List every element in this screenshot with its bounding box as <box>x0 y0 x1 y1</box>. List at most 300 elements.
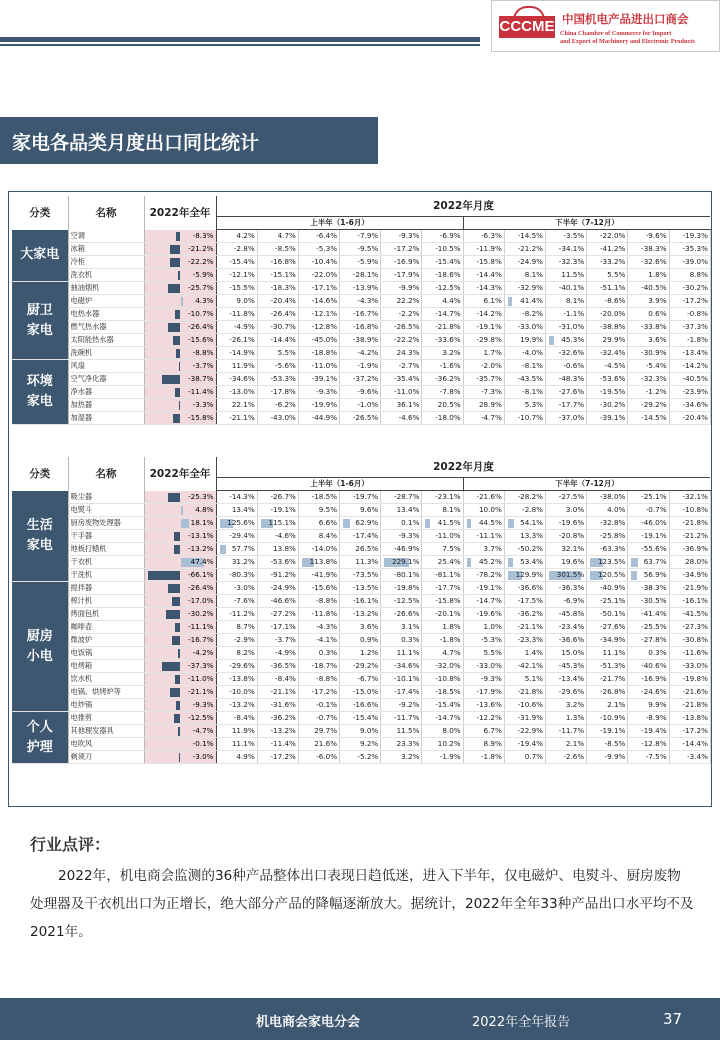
monthly-value: -21.8% <box>504 686 545 699</box>
monthly-value: -7.6% <box>216 595 257 608</box>
monthly-value: -13.0% <box>216 386 257 399</box>
product-name: 电饭锅 <box>68 647 144 660</box>
monthly-value: -12.5% <box>381 595 422 608</box>
monthly-value: 3.0% <box>546 504 587 517</box>
monthly-value: -21.2% <box>504 243 545 256</box>
monthly-value: 3.6% <box>340 621 381 634</box>
monthly-value: -29.2% <box>340 660 381 673</box>
product-name: 电烤箱 <box>68 660 144 673</box>
monthly-value: -4.6% <box>381 412 422 425</box>
monthly-value: -35.3% <box>669 243 710 256</box>
monthly-value: -32.6% <box>546 347 587 360</box>
monthly-value: 26.5% <box>340 543 381 556</box>
monthly-value: 9.5% <box>298 504 339 517</box>
monthly-value: 19.6% <box>546 556 587 569</box>
monthly-value: -26.1% <box>216 334 257 347</box>
monthly-value: -13.4% <box>669 347 710 360</box>
monthly-value: -27.8% <box>628 634 669 647</box>
monthly-value: 45.3% <box>546 334 587 347</box>
full-year-value: -8.8% <box>144 347 216 360</box>
monthly-value: 0.3% <box>628 647 669 660</box>
monthly-value: -17.7% <box>546 399 587 412</box>
monthly-value: -14.3% <box>216 491 257 504</box>
monthly-value: -3.0% <box>216 582 257 595</box>
monthly-value: -14.7% <box>422 308 463 321</box>
monthly-value: -53.3% <box>257 373 298 386</box>
monthly-value: -30.2% <box>669 282 710 295</box>
full-year-value: -4.7% <box>144 725 216 738</box>
monthly-value: -41.9% <box>298 569 339 582</box>
monthly-value: 3.2% <box>546 699 587 712</box>
monthly-value: 5.5% <box>587 269 628 282</box>
monthly-value: -19.7% <box>340 491 381 504</box>
monthly-value: -14.6% <box>298 295 339 308</box>
product-name: 电炒锅 <box>68 699 144 712</box>
monthly-value: 29.7% <box>298 725 339 738</box>
monthly-value: -10.9% <box>587 712 628 725</box>
monthly-value: -11.8% <box>298 608 339 621</box>
monthly-value: -34.6% <box>669 399 710 412</box>
monthly-value: -35.7% <box>463 373 504 386</box>
monthly-value: 3.7% <box>463 543 504 556</box>
monthly-value: -27.3% <box>669 621 710 634</box>
monthly-value: -23.4% <box>546 621 587 634</box>
monthly-value: -38.8% <box>587 321 628 334</box>
monthly-value: -11.8% <box>216 308 257 321</box>
category-cell: 生活 家电 <box>12 491 68 582</box>
monthly-value: -37.3% <box>669 321 710 334</box>
logo-en-line2: and Export of Machinery and Electronic Products <box>560 38 695 45</box>
monthly-value: 115.1% <box>257 517 298 530</box>
monthly-value: 229.1% <box>381 556 422 569</box>
table-row <box>12 686 710 699</box>
monthly-value: -13.5% <box>340 582 381 595</box>
monthly-value: -29.2% <box>628 399 669 412</box>
monthly-value: 31.2% <box>216 556 257 569</box>
full-year-value: -17.0% <box>144 595 216 608</box>
monthly-value: -45.8% <box>546 608 587 621</box>
monthly-value: -8.1% <box>504 386 545 399</box>
monthly-value: -5.2% <box>340 751 381 764</box>
monthly-value: -29.8% <box>463 334 504 347</box>
monthly-value: -1.0% <box>340 399 381 412</box>
full-year-value: -11.0% <box>144 673 216 686</box>
monthly-value: -25.8% <box>587 530 628 543</box>
monthly-value: -26.5% <box>381 321 422 334</box>
monthly-value: 0.7% <box>504 751 545 764</box>
monthly-value: 22.1% <box>216 399 257 412</box>
monthly-value: -32.8% <box>587 517 628 530</box>
header-cat: 分类 <box>12 457 68 491</box>
table-row <box>12 712 710 725</box>
footer-center: 2022年全年报告 <box>472 1015 571 1030</box>
monthly-value: -17.5% <box>504 595 545 608</box>
monthly-value: 123.5% <box>587 556 628 569</box>
product-name: 净水器 <box>68 386 144 399</box>
monthly-value: 41.5% <box>422 517 463 530</box>
monthly-value: -30.2% <box>587 399 628 412</box>
full-year-value: -15.8% <box>144 412 216 425</box>
full-year-value: -66.1% <box>144 569 216 582</box>
monthly-value: 11.9% <box>216 360 257 373</box>
footer <box>0 998 720 1040</box>
monthly-value: 32.1% <box>546 543 587 556</box>
monthly-value: -39.1% <box>298 373 339 386</box>
monthly-value: -55.6% <box>628 543 669 556</box>
monthly-value: -26.7% <box>257 491 298 504</box>
monthly-value: 8.9% <box>463 738 504 751</box>
monthly-value: 41.4% <box>504 295 545 308</box>
product-name: 干衣机 <box>68 556 144 569</box>
monthly-value: -26.5% <box>340 412 381 425</box>
monthly-value: 11.3% <box>340 556 381 569</box>
monthly-value: -4.2% <box>340 347 381 360</box>
monthly-value: -8.2% <box>504 308 545 321</box>
category-cell: 厨房 小电 <box>12 582 68 712</box>
monthly-value: -15.0% <box>340 686 381 699</box>
monthly-value: -34.6% <box>381 660 422 673</box>
table-row <box>12 269 710 282</box>
monthly-value: -37.2% <box>340 373 381 386</box>
stats-table-2 <box>12 457 711 764</box>
monthly-value: -4.5% <box>587 360 628 373</box>
monthly-value: 8.7% <box>216 621 257 634</box>
full-year-value: -15.6% <box>144 334 216 347</box>
monthly-value: -2.8% <box>216 243 257 256</box>
full-year-value: 4.3% <box>144 295 216 308</box>
monthly-value: -30.5% <box>628 595 669 608</box>
monthly-value: -28.7% <box>381 491 422 504</box>
monthly-value: 1.7% <box>463 347 504 360</box>
monthly-value: 125.6% <box>216 517 257 530</box>
table-row <box>12 530 710 543</box>
monthly-value: -32.4% <box>587 347 628 360</box>
monthly-value: -40.6% <box>628 660 669 673</box>
monthly-value: -21.6% <box>669 686 710 699</box>
monthly-value: -40.9% <box>587 582 628 595</box>
monthly-value: -1.9% <box>422 751 463 764</box>
monthly-value: 11.9% <box>216 725 257 738</box>
header-monthly: 2022年月度 <box>216 457 710 478</box>
monthly-value: -38.3% <box>628 243 669 256</box>
monthly-value: -39.0% <box>669 256 710 269</box>
monthly-value: 54.1% <box>504 517 545 530</box>
top-decor-lines <box>0 37 480 49</box>
monthly-value: -8.9% <box>628 712 669 725</box>
monthly-value: -37.0% <box>546 412 587 425</box>
monthly-value: -19.6% <box>546 517 587 530</box>
monthly-value: -43.0% <box>257 412 298 425</box>
monthly-value: -32.6% <box>628 256 669 269</box>
monthly-value: -2.6% <box>546 751 587 764</box>
monthly-value: -7.3% <box>463 386 504 399</box>
table-row <box>12 321 710 334</box>
monthly-value: 113.8% <box>298 556 339 569</box>
monthly-value: -33.8% <box>628 321 669 334</box>
monthly-value: -21.7% <box>587 673 628 686</box>
product-name: 搅拌器 <box>68 582 144 595</box>
monthly-value: 45.2% <box>463 556 504 569</box>
monthly-value: -18.0% <box>422 412 463 425</box>
monthly-value: -17.2% <box>381 243 422 256</box>
monthly-value: -15.4% <box>422 699 463 712</box>
monthly-value: -33.2% <box>587 256 628 269</box>
monthly-value: 129.9% <box>504 569 545 582</box>
monthly-value: -11.7% <box>381 712 422 725</box>
product-name: 干手器 <box>68 530 144 543</box>
monthly-value: -9.3% <box>463 673 504 686</box>
monthly-value: -27.2% <box>257 608 298 621</box>
monthly-value: -18.7% <box>298 660 339 673</box>
product-name: 抽油烟机 <box>68 282 144 295</box>
monthly-value: -16.8% <box>340 321 381 334</box>
product-name: 空气净化器 <box>68 373 144 386</box>
monthly-value: -14.4% <box>257 334 298 347</box>
monthly-value: -4.7% <box>463 412 504 425</box>
monthly-value: -11.4% <box>257 738 298 751</box>
monthly-value: -4.3% <box>340 295 381 308</box>
monthly-value: -19.9% <box>298 399 339 412</box>
monthly-value: -9.3% <box>381 530 422 543</box>
full-year-value: -0.1% <box>144 738 216 751</box>
monthly-value: 13.4% <box>216 504 257 517</box>
section-title: 家电各品类月度出口同比统计 <box>12 132 260 154</box>
monthly-value: -3.5% <box>546 230 587 243</box>
monthly-value: -13.6% <box>463 699 504 712</box>
monthly-value: -17.8% <box>257 386 298 399</box>
monthly-value: 2.1% <box>587 699 628 712</box>
monthly-value: -32.9% <box>504 282 545 295</box>
monthly-value: -6.9% <box>422 230 463 243</box>
monthly-value: -22.0% <box>298 269 339 282</box>
monthly-value: -36.9% <box>669 543 710 556</box>
monthly-value: -9.6% <box>628 230 669 243</box>
monthly-value: -8.5% <box>587 738 628 751</box>
monthly-value: -46.6% <box>257 595 298 608</box>
monthly-value: 11.1% <box>587 647 628 660</box>
full-year-value: -38.7% <box>144 373 216 386</box>
monthly-value: -7.9% <box>340 230 381 243</box>
product-name: 冷柜 <box>68 256 144 269</box>
table-row <box>12 738 710 751</box>
monthly-value: 62.9% <box>340 517 381 530</box>
monthly-value: 20.5% <box>422 399 463 412</box>
monthly-value: -28.1% <box>340 269 381 282</box>
monthly-value: -43.5% <box>504 373 545 386</box>
product-name: 太阳能热水器 <box>68 334 144 347</box>
monthly-value: -38.9% <box>340 334 381 347</box>
product-name: 其他理发器具 <box>68 725 144 738</box>
monthly-value: -2.8% <box>504 504 545 517</box>
monthly-value: -14.4% <box>463 269 504 282</box>
monthly-value: 8.8% <box>669 269 710 282</box>
monthly-value: -1.8% <box>422 634 463 647</box>
header-h1: 上半年（1-6月） <box>216 217 463 230</box>
monthly-value: -15.1% <box>257 269 298 282</box>
monthly-value: -16.9% <box>381 256 422 269</box>
monthly-value: -13.2% <box>216 699 257 712</box>
monthly-value: -10.0% <box>216 686 257 699</box>
monthly-value: -30.7% <box>257 321 298 334</box>
monthly-value: -14.0% <box>298 543 339 556</box>
monthly-value: -23.3% <box>504 634 545 647</box>
full-year-value: -10.7% <box>144 308 216 321</box>
monthly-value: -18.5% <box>298 491 339 504</box>
table-row <box>12 334 710 347</box>
monthly-value: 36.1% <box>381 399 422 412</box>
full-year-value: -11.4% <box>144 386 216 399</box>
monthly-value: -24.6% <box>628 686 669 699</box>
product-name: 咖啡壶 <box>68 621 144 634</box>
monthly-value: -42.1% <box>504 660 545 673</box>
monthly-value: -24.9% <box>504 256 545 269</box>
monthly-value: -11.0% <box>422 530 463 543</box>
table-row <box>12 751 710 764</box>
monthly-value: -10.8% <box>669 504 710 517</box>
monthly-value: 13.3% <box>504 530 545 543</box>
monthly-value: 23.3% <box>381 738 422 751</box>
header-monthly: 2022年月度 <box>216 196 710 217</box>
monthly-value: -81.1% <box>422 569 463 582</box>
monthly-value: 5.5% <box>463 647 504 660</box>
monthly-value: -38.3% <box>628 582 669 595</box>
monthly-value: -24.9% <box>257 582 298 595</box>
monthly-value: -16.8% <box>257 256 298 269</box>
monthly-value: -20.1% <box>422 608 463 621</box>
monthly-value: -4.0% <box>504 347 545 360</box>
monthly-value: -51.3% <box>587 660 628 673</box>
monthly-value: -91.2% <box>257 569 298 582</box>
monthly-value: -4.9% <box>257 647 298 660</box>
monthly-value: -25.1% <box>628 491 669 504</box>
table-row <box>12 295 710 308</box>
monthly-value: -12.8% <box>628 738 669 751</box>
monthly-value: 0.3% <box>298 647 339 660</box>
monthly-value: -41.4% <box>628 608 669 621</box>
full-year-value: 4.8% <box>144 504 216 517</box>
monthly-value: -40.5% <box>628 282 669 295</box>
monthly-value: 8.0% <box>422 725 463 738</box>
monthly-value: 6.1% <box>463 295 504 308</box>
monthly-value: -17.4% <box>381 686 422 699</box>
monthly-value: -9.9% <box>381 282 422 295</box>
footer-left: 机电商会家电分会 <box>256 1015 361 1030</box>
monthly-value: 0.9% <box>340 634 381 647</box>
monthly-value: -48.3% <box>546 373 587 386</box>
monthly-value: -18.5% <box>422 686 463 699</box>
monthly-value: -34.9% <box>587 634 628 647</box>
monthly-value: -2.9% <box>216 634 257 647</box>
table-row <box>12 621 710 634</box>
header-h2: 下半年（7-12月） <box>463 478 710 491</box>
product-name: 烤面包机 <box>68 608 144 621</box>
product-name: 加湿器 <box>68 412 144 425</box>
monthly-value: -22.2% <box>381 334 422 347</box>
monthly-value: -6.4% <box>298 230 339 243</box>
monthly-value: -17.1% <box>257 621 298 634</box>
monthly-value: -21.9% <box>669 582 710 595</box>
monthly-value: -11.6% <box>669 647 710 660</box>
monthly-value: -16.9% <box>628 673 669 686</box>
monthly-value: 11.5% <box>381 725 422 738</box>
monthly-value: -14.3% <box>463 282 504 295</box>
monthly-value: -19.4% <box>628 725 669 738</box>
monthly-value: -19.5% <box>587 386 628 399</box>
monthly-value: 10.2% <box>422 738 463 751</box>
monthly-value: -44.9% <box>298 412 339 425</box>
monthly-value: 4.2% <box>216 230 257 243</box>
monthly-value: 1.3% <box>546 712 587 725</box>
monthly-value: -1.8% <box>669 334 710 347</box>
monthly-value: 9.0% <box>340 725 381 738</box>
monthly-value: -0.1% <box>298 699 339 712</box>
monthly-value: -12.8% <box>298 321 339 334</box>
monthly-value: -12.1% <box>216 269 257 282</box>
monthly-value: 4.7% <box>257 230 298 243</box>
monthly-value: -15.8% <box>422 595 463 608</box>
page-number: 37 <box>663 1010 683 1028</box>
monthly-value: -41.5% <box>669 608 710 621</box>
monthly-value: 11.1% <box>216 738 257 751</box>
monthly-value: -1.6% <box>422 360 463 373</box>
monthly-value: 29.9% <box>587 334 628 347</box>
monthly-value: -15.8% <box>463 256 504 269</box>
product-name: 地板打蜡机 <box>68 543 144 556</box>
monthly-value: -34.6% <box>216 373 257 386</box>
table-row <box>12 504 710 517</box>
monthly-value: -16.1% <box>340 595 381 608</box>
monthly-value: 6.6% <box>298 517 339 530</box>
monthly-value: -36.6% <box>504 582 545 595</box>
monthly-value: -3.4% <box>669 751 710 764</box>
monthly-value: -19.6% <box>463 608 504 621</box>
full-year-value: -13.1% <box>144 530 216 543</box>
monthly-value: 28.9% <box>463 399 504 412</box>
table-row <box>12 230 710 243</box>
full-year-value: -37.3% <box>144 660 216 673</box>
monthly-value: -30.8% <box>669 634 710 647</box>
cccme-logo <box>491 0 720 52</box>
full-year-value: -3.3% <box>144 399 216 412</box>
full-year-value: -5.9% <box>144 269 216 282</box>
monthly-value: -17.2% <box>669 295 710 308</box>
full-year-value: -21.2% <box>144 243 216 256</box>
full-year-value: 47.4% <box>144 556 216 569</box>
monthly-value: -19.8% <box>381 582 422 595</box>
monthly-value: -17.2% <box>298 686 339 699</box>
header-full-year: 2022年全年 <box>144 457 216 491</box>
monthly-value: -5.3% <box>298 243 339 256</box>
monthly-value: -3.7% <box>257 634 298 647</box>
monthly-value: 3.6% <box>628 334 669 347</box>
monthly-value: -7.8% <box>422 386 463 399</box>
monthly-value: -18.8% <box>298 347 339 360</box>
monthly-value: -29.6% <box>546 686 587 699</box>
monthly-value: -10.5% <box>422 243 463 256</box>
monthly-value: 9.9% <box>628 699 669 712</box>
monthly-value: -15.4% <box>216 256 257 269</box>
monthly-value: 8.1% <box>546 295 587 308</box>
monthly-value: -33.6% <box>422 334 463 347</box>
monthly-value: 10.0% <box>463 504 504 517</box>
monthly-value: -34.9% <box>669 569 710 582</box>
header-h1: 上半年（1-6月） <box>216 478 463 491</box>
product-name: 加热器 <box>68 399 144 412</box>
monthly-value: -13.8% <box>216 673 257 686</box>
monthly-value: -17.1% <box>298 282 339 295</box>
monthly-value: -53.6% <box>587 373 628 386</box>
monthly-value: -17.9% <box>463 686 504 699</box>
